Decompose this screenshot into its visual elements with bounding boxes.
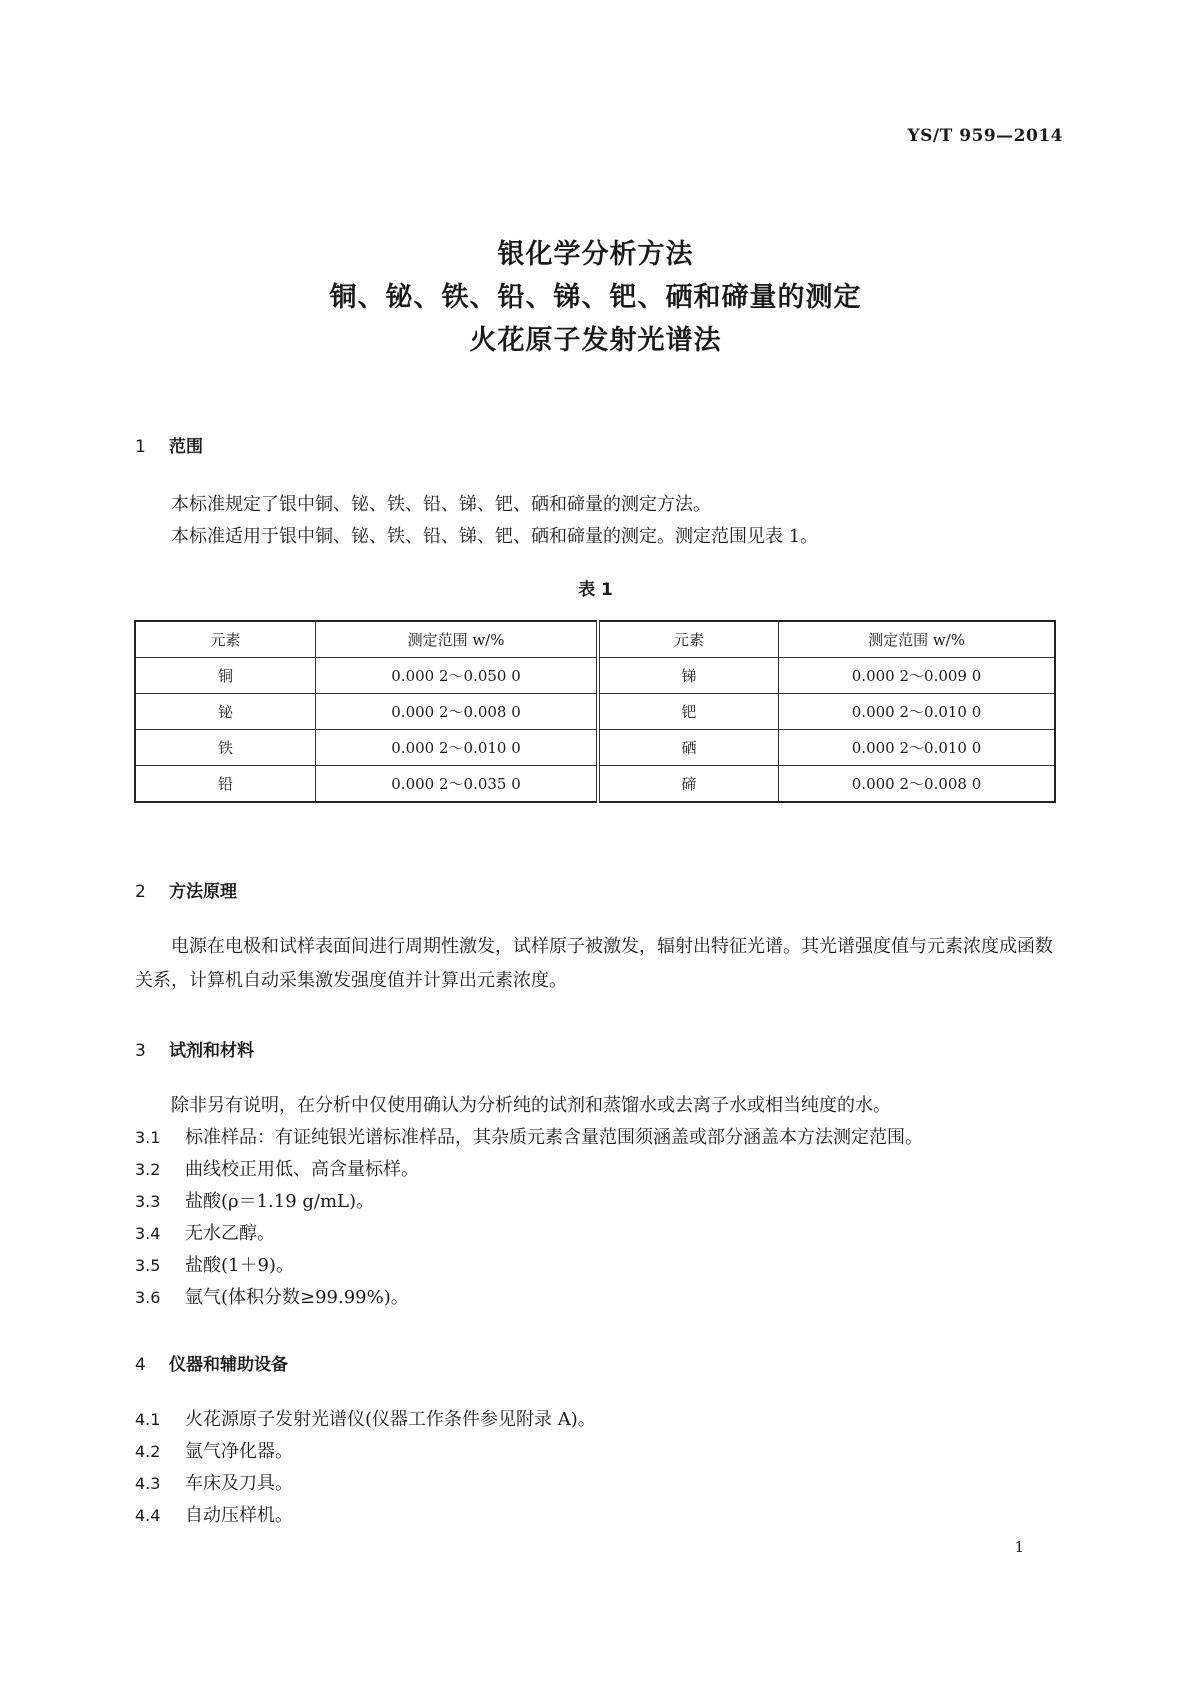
section-number: 1 [135, 437, 146, 457]
table-row [135, 766, 1055, 803]
section-title: 方法原理 [169, 882, 237, 902]
section-2-paragraph: 电源在电极和试样表面间进行周期性激发，试样原子被激发，辐射出特征光谱。其光谱强度值与元素浓度成函数关系，计算机自动采集激发强度值并计算出元素浓度。 [135, 936, 1053, 991]
item-text: 盐酸(ρ＝1.19 g/mL)。 [185, 1191, 375, 1212]
section-title: 仪器和辅助设备 [169, 1355, 288, 1375]
list-item [135, 1187, 374, 1213]
page-number: 1 [1014, 1538, 1024, 1556]
table-row [135, 730, 1055, 766]
item-number: 4.3 [135, 1474, 161, 1493]
item-number: 3.6 [135, 1288, 161, 1307]
element-cell: 铜 [135, 658, 316, 694]
list-item [135, 1469, 293, 1495]
list-item [135, 1501, 293, 1527]
section-3-heading [135, 1036, 254, 1061]
item-text: 氩气(体积分数≥99.99%)。 [185, 1287, 409, 1308]
measurement-range-table [134, 620, 1056, 803]
list-item [135, 1405, 596, 1431]
range-cell: 0.000 2～0.008 0 [779, 766, 1055, 803]
item-number: 3.5 [135, 1256, 161, 1275]
section-title: 范围 [169, 437, 203, 457]
element-cell: 碲 [598, 766, 779, 803]
item-text: 标准样品：有证纯银光谱标准样品，其杂质元素含量范围须涵盖或部分涵盖本方法测定范围。 [185, 1127, 923, 1148]
element-cell: 锑 [598, 658, 779, 694]
range-cell: 0.000 2～0.009 0 [779, 658, 1055, 694]
section-1-heading [135, 432, 203, 457]
item-number: 3.4 [135, 1224, 161, 1243]
range-cell: 0.000 2～0.010 0 [316, 730, 598, 766]
section-number: 3 [135, 1041, 146, 1061]
element-cell: 硒 [598, 730, 779, 766]
range-cell: 0.000 2～0.050 0 [316, 658, 598, 694]
item-number: 4.2 [135, 1442, 161, 1461]
item-text: 自动压样机。 [185, 1505, 293, 1526]
item-number: 4.4 [135, 1506, 161, 1525]
list-item [135, 1283, 409, 1309]
element-cell: 铁 [135, 730, 316, 766]
section-number: 4 [135, 1355, 146, 1375]
section-2-heading [135, 877, 237, 902]
table-row [135, 658, 1055, 694]
table-caption: 表 1 [578, 580, 613, 600]
list-item [135, 1437, 293, 1463]
item-number: 4.1 [135, 1410, 161, 1429]
section-number: 2 [135, 882, 146, 902]
item-text: 曲线校正用低、高含量标样。 [185, 1159, 419, 1180]
document-title-line2: 铜、铋、铁、铅、锑、钯、硒和碲量的测定 [329, 282, 862, 313]
document-title-line3: 火花原子发射光谱法 [469, 325, 722, 356]
list-item [135, 1251, 294, 1277]
item-number: 3.2 [135, 1160, 161, 1179]
item-text: 车床及刀具。 [185, 1473, 293, 1494]
section-title: 试剂和材料 [169, 1041, 254, 1061]
standard-code: YS/T 959—2014 [907, 126, 1063, 146]
table-row [135, 694, 1055, 730]
range-cell: 0.000 2～0.010 0 [779, 730, 1055, 766]
header-element: 元素 [598, 621, 779, 658]
section-1-paragraph-1: 本标准规定了银中铜、铋、铁、铅、锑、钯、硒和碲量的测定方法。 [171, 494, 711, 515]
list-item [135, 1123, 923, 1149]
item-number: 3.3 [135, 1192, 161, 1211]
element-cell: 铋 [135, 694, 316, 730]
section-1-paragraph-2: 本标准适用于银中铜、铋、铁、铅、锑、钯、硒和碲量的测定。测定范围见表 1。 [171, 526, 819, 547]
list-item [135, 1155, 419, 1181]
item-number: 3.1 [135, 1128, 161, 1147]
header-range: 测定范围 w/% [779, 621, 1055, 658]
table-header-row [135, 621, 1055, 658]
range-cell: 0.000 2～0.008 0 [316, 694, 598, 730]
section-4-heading [135, 1350, 288, 1375]
header-range: 测定范围 w/% [316, 621, 598, 658]
item-text: 氩气净化器。 [185, 1441, 293, 1462]
item-text: 无水乙醇。 [185, 1223, 275, 1244]
item-text: 盐酸(1＋9)。 [185, 1255, 294, 1276]
item-text: 火花源原子发射光谱仪(仪器工作条件参见附录 A)。 [185, 1409, 596, 1430]
element-cell: 钯 [598, 694, 779, 730]
header-element: 元素 [135, 621, 316, 658]
section-3-intro: 除非另有说明，在分析中仅使用确认为分析纯的试剂和蒸馏水或去离子水或相当纯度的水。 [171, 1095, 891, 1116]
list-item [135, 1219, 275, 1245]
range-cell: 0.000 2～0.010 0 [779, 694, 1055, 730]
document-title-line1: 银化学分析方法 [497, 239, 694, 270]
range-cell: 0.000 2～0.035 0 [316, 766, 598, 803]
element-cell: 铅 [135, 766, 316, 803]
